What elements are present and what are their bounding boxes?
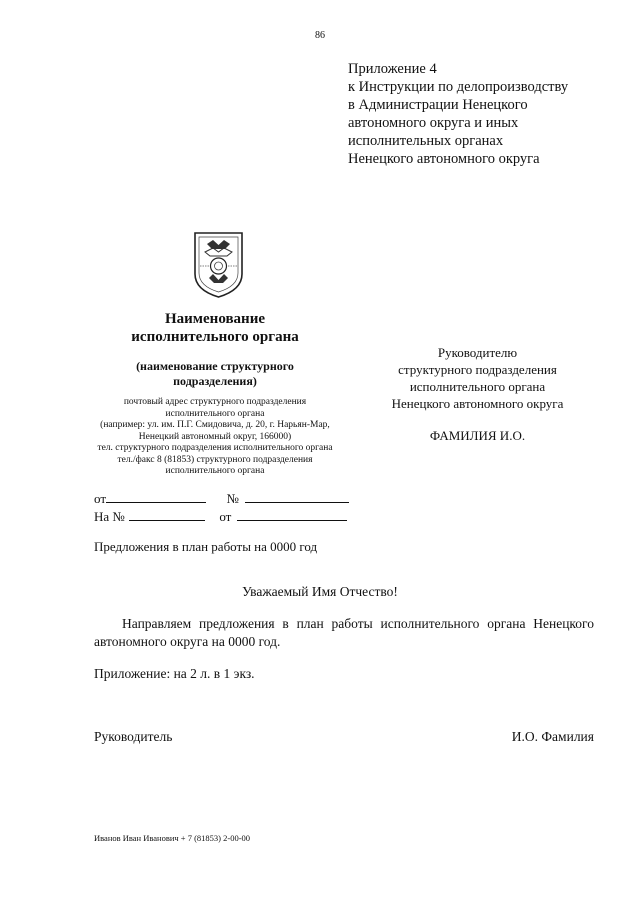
org-name-line: исполнительного органа: [131, 329, 299, 345]
signatory-name: И.О. Фамилия: [511, 729, 594, 744]
appendix-line: автономного округа и иных: [348, 115, 519, 131]
appendix-line: Приложение 4: [348, 61, 437, 77]
sender-address: [90, 397, 340, 478]
address-line: исполнительного органа: [165, 408, 265, 419]
address-line: (например: ул. им. П.Г. Смидовича, д. 20, г. Нарьян-Мар,: [100, 420, 330, 430]
address-line: тел. структурного подразделения исполнительного органа: [97, 443, 333, 453]
appendix-line: в Администрации Ненецкого: [348, 97, 528, 113]
subdivision-line: (наименование структурного: [136, 359, 294, 373]
subdivision-line: подразделения): [173, 374, 257, 388]
reference-number-label: На №: [94, 509, 125, 524]
number-label: №: [226, 491, 239, 506]
address-line: исполнительного органа: [165, 466, 265, 476]
address-line: Ненецкий автономный округ, 166000): [138, 431, 292, 442]
addressee-line: структурного подразделения: [398, 362, 557, 377]
addressee-line: Руководителю: [437, 345, 518, 360]
registration-row-reference: [94, 508, 347, 525]
date-blank: [106, 490, 206, 503]
appendix-line: исполнительных органах: [348, 133, 504, 149]
attachment-note: Приложение: на 2 л. в 1 экз.: [94, 666, 255, 681]
coat-of-arms-icon: [191, 230, 246, 300]
addressee-block: [355, 344, 600, 412]
reference-date-blank: [237, 508, 347, 521]
number-blank: [245, 490, 349, 503]
page-number: 86: [315, 30, 325, 41]
address-line: почтовый адрес структурного подразделения: [123, 397, 307, 407]
address-line: тел./факс 8 (81853) структурного подразделения: [117, 454, 313, 465]
date-label: от: [94, 491, 107, 506]
appendix-stamp: [348, 60, 628, 168]
letter-subject: Предложения в план работы на 0000 год: [94, 539, 318, 554]
addressee-line: Ненецкого автономного округа: [391, 396, 564, 411]
sender-org-name: [90, 310, 340, 346]
appendix-line: Ненецкого автономного округа: [348, 151, 540, 167]
sender-subdivision: [90, 359, 340, 389]
addressee-name: ФАМИЛИЯ И.О.: [429, 428, 526, 443]
letter-body: Направляем предложения в план работы исполнительного органа Ненецкого автономного округа на 0000 год.: [94, 616, 594, 649]
reference-number-blank: [129, 508, 205, 521]
registration-row-outgoing: [94, 490, 349, 507]
salutation: Уважаемый Имя Отчество!: [242, 584, 398, 599]
org-name-line: Наименование: [165, 311, 265, 327]
signatory-position: Руководитель: [94, 729, 173, 744]
addressee-line: исполнительного органа: [409, 379, 546, 394]
appendix-line: к Инструкции по делопроизводству: [348, 79, 569, 95]
executor-footer: Иванов Иван Иванович + 7 (81853) 2-00-00: [94, 833, 251, 843]
reference-date-label: от: [219, 509, 232, 524]
